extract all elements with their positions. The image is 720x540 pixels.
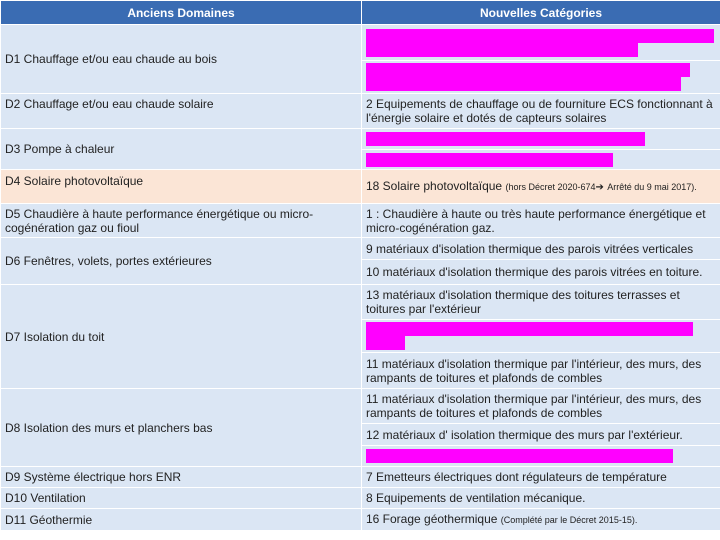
table-row <box>1 488 720 509</box>
table-row <box>1 285 720 320</box>
highlighted-text: 4 Chaudières indépendant de chauffage ou produisant d'eau chaude sanitaire fonctionnant au bois ou autres biomasses <box>366 63 690 91</box>
new-category-cell: 13 matériaux d'isolation thermique des toitures terrasses et toitures par l'extérieur <box>362 285 720 320</box>
new-category-cell <box>362 129 720 150</box>
header-row <box>1 1 720 25</box>
category-note: Arrêté du 9 mai 2017). <box>607 181 697 192</box>
old-domain-cell: D9 Système électrique hors ENR <box>1 467 362 488</box>
table-row <box>1 238 720 260</box>
category-note: (Complété par le Décret 2015-15). <box>500 515 638 525</box>
new-category-cell <box>362 25 720 61</box>
new-category-cell: 12 matériaux d' isolation thermique des murs par l'extérieur. <box>362 424 720 446</box>
highlighted-text: 15 matériaux d'isolation thermique des planchers bas sur <box>368 449 672 463</box>
highlighted-text: 5 Pompes à chaleur pour le chauffage ou chauffage <box>368 132 644 146</box>
highlighted-text: 3 Appareils autonomes de chauffage ou produisant d'eau chaude sanitaire fonctionnant au bois ou autres biomasses <box>366 28 714 57</box>
new-category-cell <box>362 150 720 170</box>
new-category-cell: 8 Equipements de ventilation mécanique. <box>362 488 720 509</box>
new-category-cell <box>362 509 720 531</box>
new-category-cell: 9 matériaux d'isolation thermique des parois vitrées verticales <box>362 238 720 260</box>
table-row <box>1 509 720 531</box>
new-category-cell <box>362 170 720 204</box>
category-text: 16 Forage géothermique <box>366 512 498 526</box>
old-domain-cell: D5 Chaudière à haute performance énergétique ou micro-cogénération gaz ou fioul <box>1 204 362 238</box>
new-category-cell: 11 matériaux d'isolation thermique par l'intérieur, des murs, des rampants de toitures et plafonds de combles <box>362 389 720 424</box>
old-domain-cell: D6 Fenêtres, volets, portes extérieures <box>1 238 362 285</box>
header-new-categories: Nouvelles Catégories <box>362 1 720 25</box>
category-note: (hors Décret 2020-674 <box>505 181 596 192</box>
new-category-cell: 10 matériaux d'isolation thermique des parois vitrées en toiture. <box>362 260 720 285</box>
new-category-cell: 7 Emetteurs électriques dont régulateurs de température <box>362 467 720 488</box>
table-row <box>1 94 720 129</box>
highlighted-text: 14 matériaux d'isolation thermique des planchers de combles perdus <box>366 322 694 350</box>
new-category-cell: 2 Equipements de chauffage ou de fourniture ECS fonctionnant à l'énergie solaire et dotés de capteurs solaires <box>362 94 720 129</box>
right-arrow-icon: ➔ <box>595 181 604 193</box>
old-domain-cell: D11 Géothermie <box>1 509 362 531</box>
old-domain-cell: D10 Ventilation <box>1 488 362 509</box>
highlighted-text: 6 Pompes à chaleur pour la production d'ECS <box>368 152 612 167</box>
old-domain-cell: D7 Isolation du toit <box>1 285 362 389</box>
new-category-cell: 1 : Chaudière à haute ou très haute performance énergétique et micro-cogénération gaz. <box>362 204 720 238</box>
old-domain-cell: D3 Pompe à chaleur <box>1 129 362 170</box>
category-text: 18 Solaire photovoltaïque <box>366 178 503 193</box>
old-domain-cell: D8 Isolation des murs et planchers bas <box>1 389 362 467</box>
old-domain-label: D2 Chauffage et/ou eau chaude solaire <box>5 97 214 111</box>
table-row <box>1 204 720 238</box>
header-old-domains: Anciens Domaines <box>1 1 362 25</box>
table-row <box>1 467 720 488</box>
table-row <box>1 170 720 204</box>
old-domain-cell <box>1 94 362 129</box>
old-domain-cell: D1 Chauffage et/ou eau chaude au bois <box>1 25 362 94</box>
new-category-cell: 11 matériaux d'isolation thermique par l'intérieur, des murs, des rampants de toitures et plafonds de combles <box>362 353 720 389</box>
new-category-cell <box>362 320 720 353</box>
table-row <box>1 25 720 61</box>
new-category-cell <box>362 61 720 94</box>
new-category-cell <box>362 446 720 467</box>
table-row <box>1 389 720 424</box>
old-domain-label: D4 Solaire photovoltaïque <box>5 174 144 188</box>
old-domain-cell <box>1 170 362 204</box>
table-row <box>1 129 720 150</box>
